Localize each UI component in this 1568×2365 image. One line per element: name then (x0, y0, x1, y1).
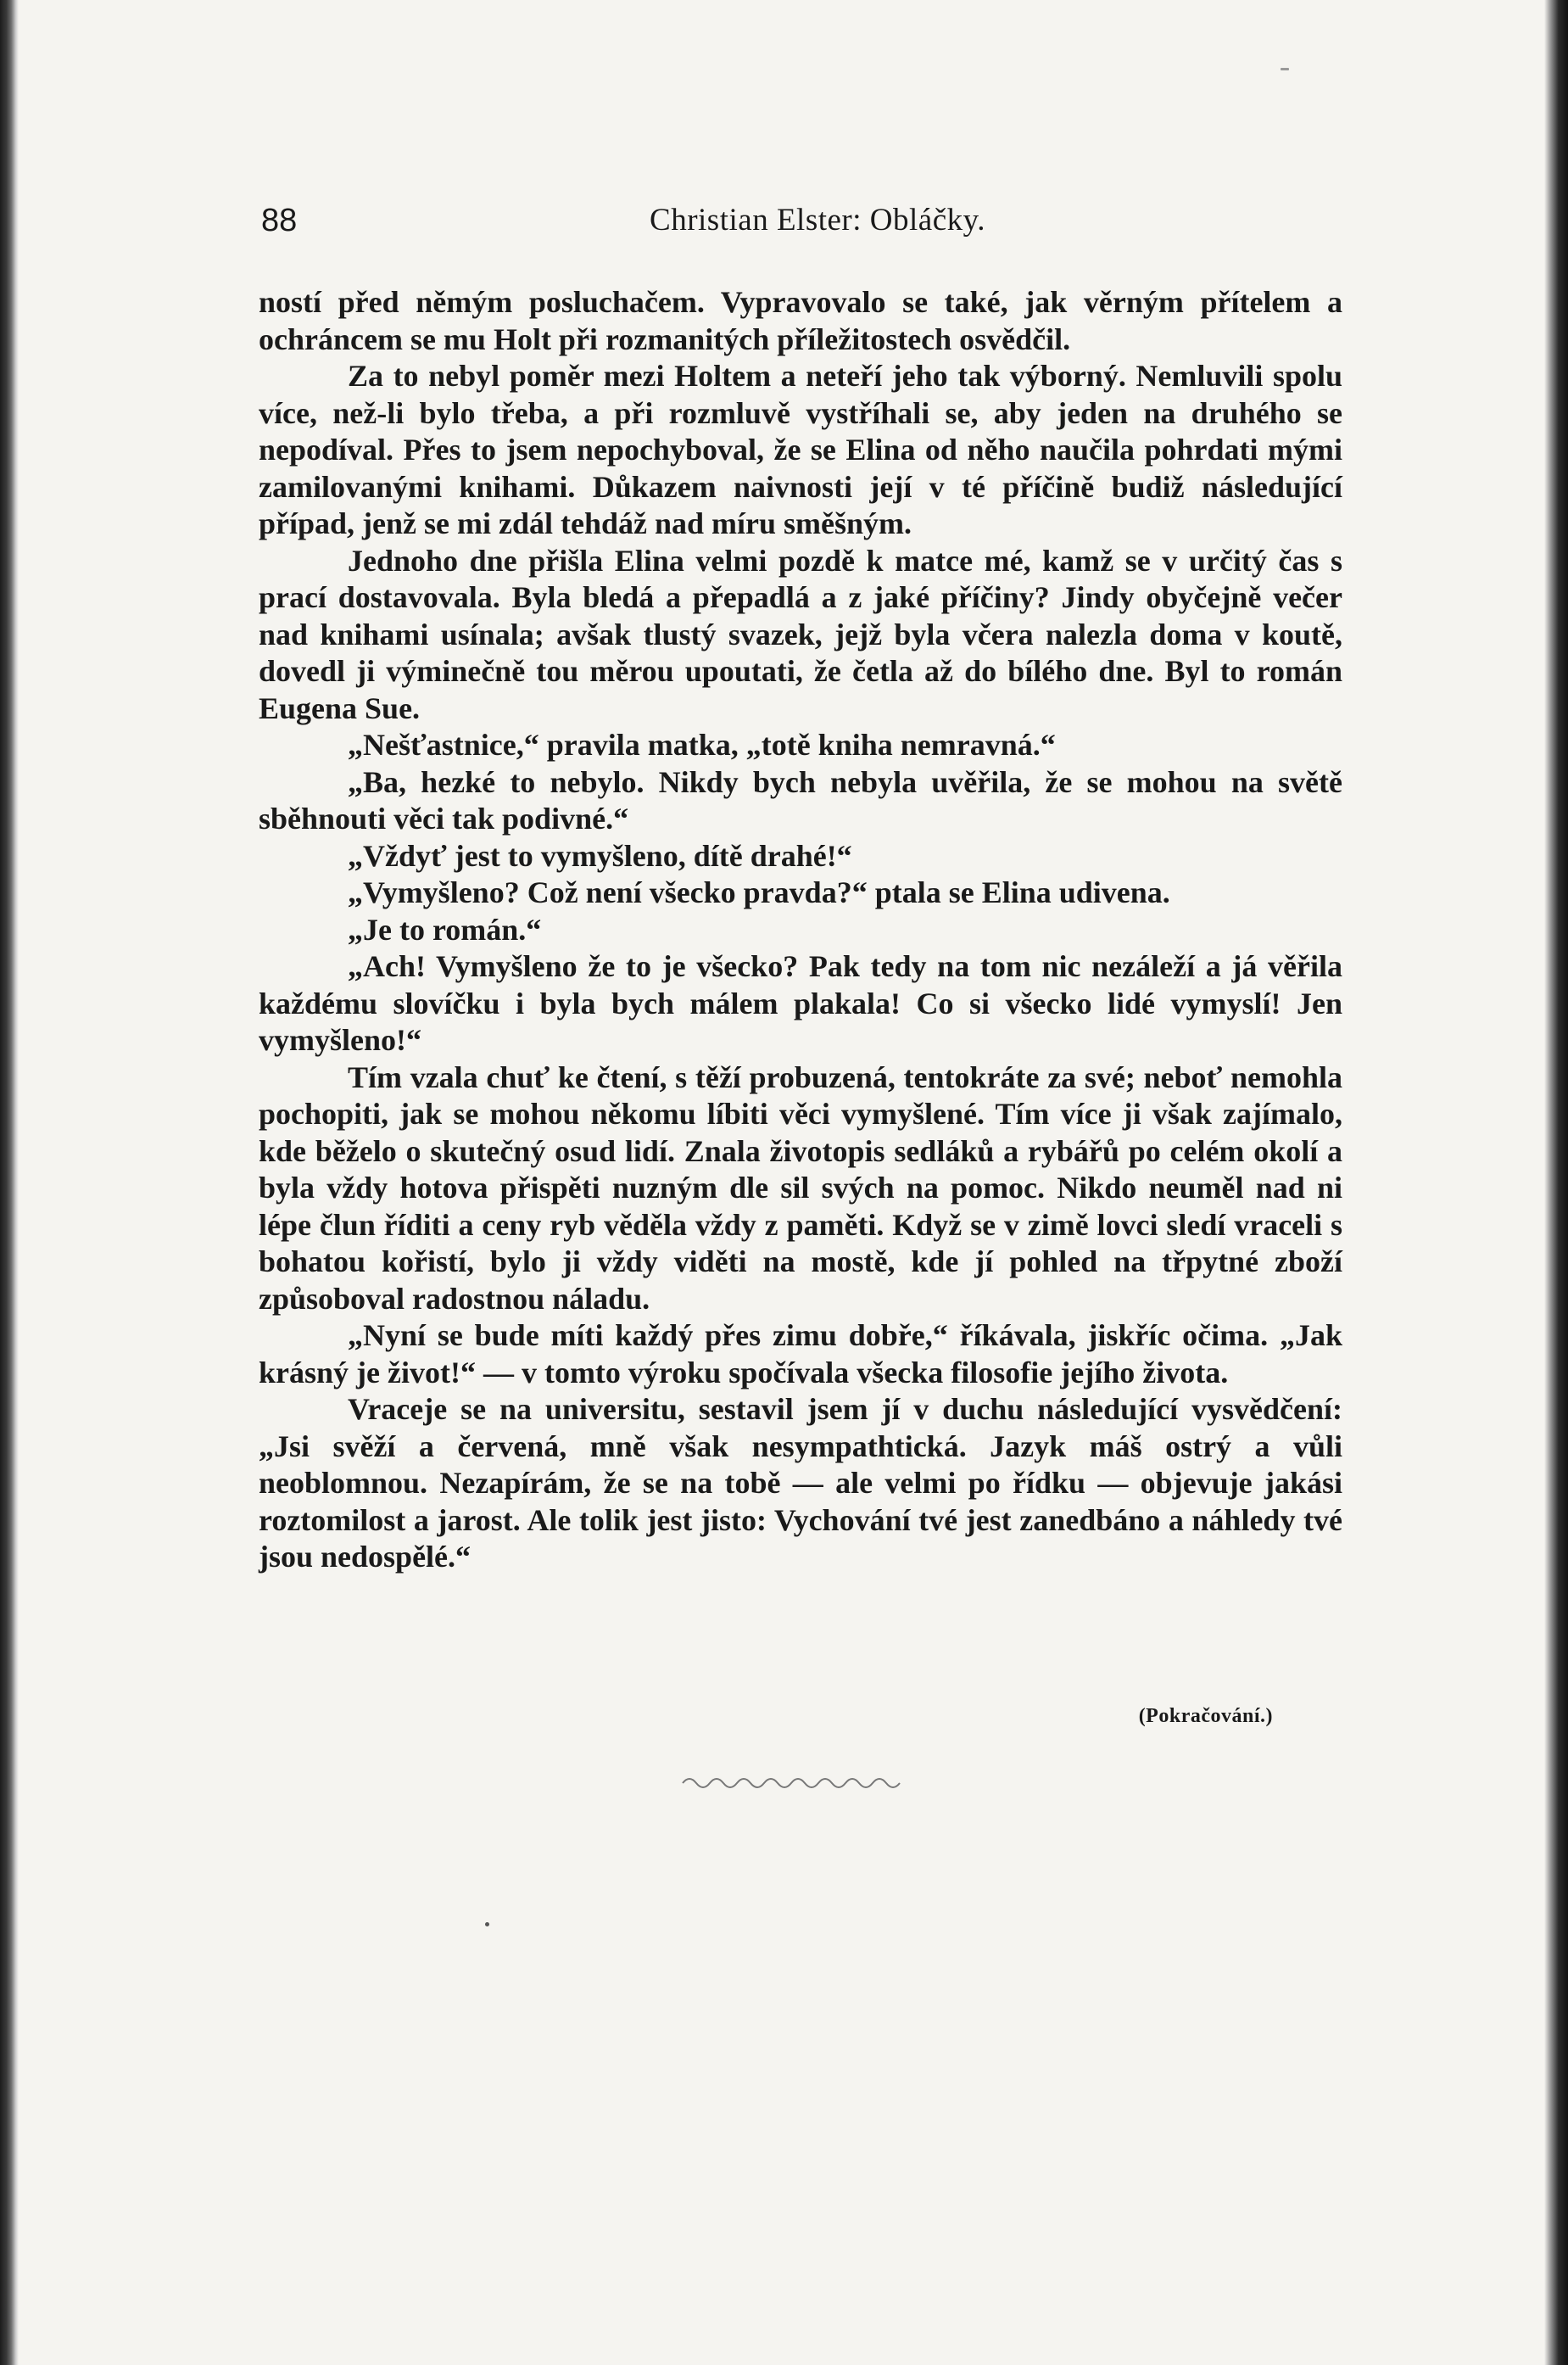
paragraph: Tím vzala chuť ke čtení, s těží probuzená, tentokráte za své; neboť nemohla pochopiti, jak se mohou někomu líbiti věci vymyšlené. Tím více ji však zajímalo, kde běželo o skutečný osud lidí. Znala životopis sedláků a rybářů po celém okolí a byla vždy hotova přispěti nuzným dle sil svých na pomoc. Nikdo neuměl nad ni lépe člun říditi a ceny ryb věděla vždy z paměti. Když se v zimě lovci sledí vraceli s bohatou kořistí, bylo ji vždy viděti na mostě, kde jí pohled na třpytné zboží způsoboval radostnou náladu. (259, 1059, 1342, 1316)
paragraph: Jednoho dne přišla Elina velmi pozdě k matce mé, kamž se v určitý čas s prací dostavovala. Byla bledá a přepadlá a z jaké příčiny? Jindy obyčejně večer nad knihami usínala; avšak tlustý svazek, jejž byla včera nalezla doma v koutě, dovedl ji výminečně tou měrou upoutati, že četla až do bílého dne. Byl to román Eugena Sue. (259, 543, 1342, 725)
page-number: 88 (261, 203, 298, 238)
paragraph: Vraceje se na universitu, sestavil jsem jí v duchu následující vysvědčení: „Jsi svěží a červená, mně však nesympathtická. Jazyk máš ostrý a vůli neoblomnou. Nezapírám, že se na tobě — ale velmi po řídku — objevuje jakási roztomilost a jarost. Ale tolik jest jisto: Vychování tvé jest zanedbáno a náhledy tvé jsou nedospělé.“ (259, 1392, 1342, 1574)
paragraph: „Nešťastnice,“ pravila matka, „totě kniha nemravná.“ (348, 728, 1056, 762)
page-header (261, 197, 1340, 244)
paragraph: ností před němým posluchačem. Vypravovalo se také, jak věrným přítelem a ochráncem se mu Holt při rozmanitých příležitostech osvědčil. (259, 285, 1342, 356)
ornament-divider (678, 1773, 907, 1790)
page-edge-shadow (1544, 0, 1568, 2365)
paragraph: „Ach! Vymyšleno že to je všecko? Pak tedy na tom nic nezáleží a já věřila každému slovíčku i byla bych málem plakala! Co si všecko lidé vymyslí! Jen vymyšleno!“ (259, 949, 1342, 1057)
binding-shadow (0, 0, 19, 2365)
paragraph: „Je to román.“ (348, 912, 542, 947)
paragraph: „Nyní se bude míti každý přes zimu dobře,“ říkávala, jiskříc očima. „Jak krásný je život!“ — v tomto výroku spočívala všecka filosofie jejího života. (259, 1318, 1342, 1389)
running-head: Christian Elster: Obláčky. (650, 203, 985, 238)
paragraph: „Vymyšleno? Což není všecko pravda?“ ptala se Elina udivena. (348, 875, 1170, 909)
page-speck (1281, 68, 1289, 70)
paragraph: Za to nebyl poměr mezi Holtem a neteří jeho tak výborný. Nemluvili spolu více, než-li bylo třeba, a při rozmluvě vystříhali se, aby jeden na druhého se nepodíval. Přes to jsem nepochyboval, že se Elina od něho naučila pohrdati mými zamilovanými knihami. Důkazem naivnosti její v té příčině budiž následující případ, jenž se mi zdál tehdáž nad míru směšným. (259, 359, 1342, 540)
page-speck (485, 1922, 489, 1926)
paragraph: „Ba, hezké to nebylo. Nikdy bych nebyla uvěřila, že se mohou na světě sběhnouti věci tak podivné.“ (259, 764, 1342, 836)
continuation-note: (Pokračování.) (1138, 1705, 1273, 1727)
paragraph: „Vždyť jest to vymyšleno, dítě drahé!“ (348, 838, 852, 873)
body-text (259, 284, 1342, 1576)
